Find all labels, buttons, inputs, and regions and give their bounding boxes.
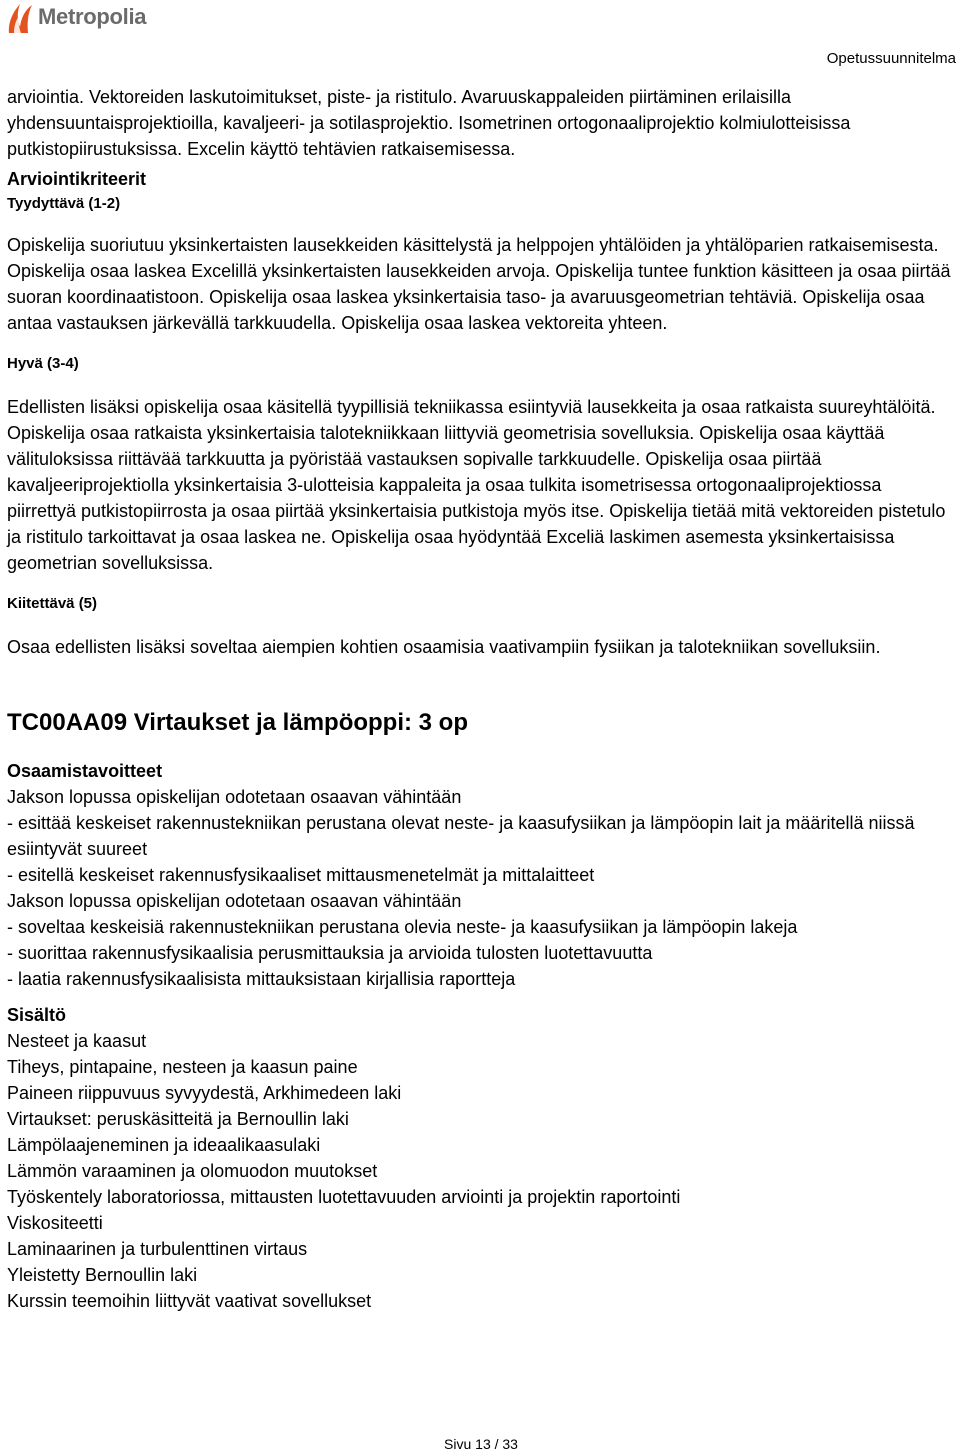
page-number: Sivu 13 / 33 [444, 1436, 518, 1452]
content-list [7, 1028, 955, 1314]
objectives-list [7, 784, 955, 992]
objective-line: - esitellä keskeiset rakennusfysikaaliset mittausmenetelmät ja mittalaitteet [7, 865, 595, 885]
intro-paragraph: arviointia. Vektoreiden laskutoimitukset, piste- ja ristitulo. Avaruuskappaleiden piirtäminen erilaisilla yhdensuuntaisprojektioilla, kavaljeeri- ja sotilasprojektio. Isometrinen ortogonaaliprojektio kolmiulotteisissa putkistopiirustuksissa. Excelin käyttö tehtävien ratkaisemisessa. [7, 87, 851, 159]
content-item: Kurssin teemoihin liittyvät vaativat sovellukset [7, 1291, 372, 1311]
course-title: TC00AA09 Virtaukset ja lämpöoppi: 3 op [7, 709, 469, 736]
content-item: Lämmön varaaminen ja olomuodon muutokset [7, 1161, 378, 1181]
logo [6, 2, 146, 34]
content-item: Laminaarinen ja turbulenttinen virtaus [7, 1239, 308, 1259]
content-item: Nesteet ja kaasut [7, 1031, 147, 1051]
content-item: Työskentely laboratoriossa, mittausten luotettavuuden arviointi ja projektin raportointi [7, 1187, 681, 1207]
objective-line: - suorittaa rakennusfysikaalisia perusmittauksia ja arvioida tulosten luotettavuutta [7, 943, 653, 963]
objective-line: Jakson lopussa opiskelijan odotetaan osaavan vähintään [7, 891, 462, 911]
objective-line: - esittää keskeiset rakennustekniikan perustana olevat neste- ja kaasufysiikan ja lämpöopin lait ja määritellä niissä esiintyvät suureet [7, 813, 915, 859]
criteria-level-title: Hyvä (3-4) [7, 355, 79, 372]
page-header [0, 0, 960, 70]
metropolia-flame-logo-icon [6, 2, 34, 34]
criteria-level-text: Edellisten lisäksi opiskelija osaa käsitellä tyypillisiä tekniikassa esiintyviä lausekkeita ja osaa ratkaista suureyhtälöitä. Opiskelija osaa ratkaista yksinkertaisia talotekniikkaan liittyviä geometrisia sovelluksia. Opiskelija osaa käyttää välituloksissa riittävää tarkkuutta ja pyöristää vastauksen sopivalle tarkkuudelle. Opiskelija osaa piirtää kavaljeeriprojektiolla yksinkertaisia 3-ulotteisia kappaleita ja osaa tulkita isometrisessa ortogonaaliprojektiossa piirrettyä putkistopiirrosta ja osaa piirtää yksinkertaisia putkistoja myös itse. Opiskelija tietää mitä vektoreiden pistetulo ja ristitulo tarkoittavat ja osaa laskea ne. Opiskelija osaa hyödyntää Exceliä laskimen asemesta yksinkertaisissa geometrian sovelluksissa. [7, 397, 946, 573]
objectives-heading: Osaamistavoitteet [7, 761, 163, 781]
content-heading: Sisältö [7, 1005, 67, 1025]
criteria-level-text: Osaa edellisten lisäksi soveltaa aiempien kohtien osaamisia vaativampiin fysiikan ja talotekniikan sovelluksiin. [7, 637, 881, 657]
page-footer [0, 1436, 960, 1452]
content-item: Tiheys, pintapaine, nesteen ja kaasun paine [7, 1057, 358, 1077]
page-content [7, 84, 955, 1314]
content-item: Lämpölaajeneminen ja ideaalikaasulaki [7, 1135, 321, 1155]
objective-line: - laatia rakennusfysikaalisista mittauksistaan kirjallisia raportteja [7, 969, 516, 989]
content-item: Viskositeetti [7, 1213, 103, 1233]
content-item: Paineen riippuvuus syvyydestä, Arkhimedeen laki [7, 1083, 402, 1103]
objective-line: - soveltaa keskeisiä rakennustekniikan perustana olevia neste- ja kaasufysiikan ja lämpöopin lakeja [7, 917, 798, 937]
document-type-label: Opetussuunnitelma [826, 50, 956, 67]
content-item: Yleistetty Bernoullin laki [7, 1265, 198, 1285]
objective-line: Jakson lopussa opiskelijan odotetaan osaavan vähintään [7, 787, 462, 807]
logo-text: Metropolia [38, 4, 147, 29]
criteria-level-text: Opiskelija suoriutuu yksinkertaisten lausekkeiden käsittelystä ja helppojen yhtälöiden ja yhtälöparien ratkaisemisesta. Opiskelija osaa laskea Excelillä yksinkertaisten lausekkeiden arvoja. Opiskelija tuntee funktion käsitteen ja osaa piirtää suoran koordinaatistoon. Opiskelija osaa laskea yksinkertaisia taso- ja avaruusgeometrian tehtäviä. Opiskelija osaa antaa vastauksen järkevällä tarkkuudella. Opiskelija osaa laskea vektoreita yhteen. [7, 235, 951, 333]
criteria-level-title: Kiitettävä (5) [7, 595, 98, 612]
content-item: Virtaukset: peruskäsitteitä ja Bernoullin laki [7, 1109, 349, 1129]
criteria-heading: Arviointikriteerit [7, 169, 147, 189]
criteria-level-title: Tyydyttävä (1-2) [7, 195, 121, 212]
